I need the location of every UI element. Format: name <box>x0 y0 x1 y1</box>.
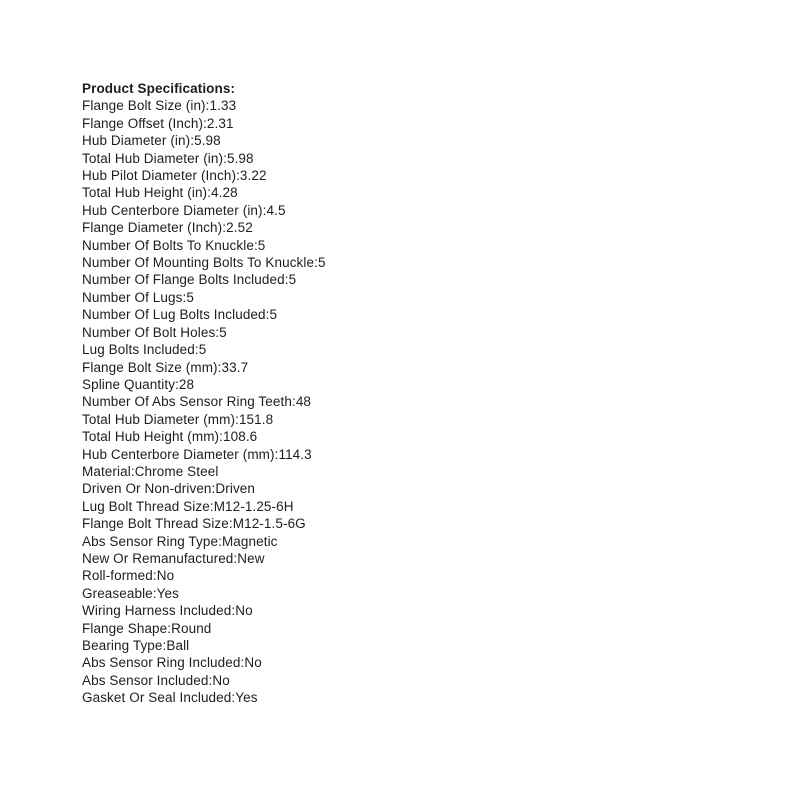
spec-line <box>82 254 722 271</box>
spec-label: Number Of Flange Bolts Included <box>82 272 285 288</box>
spec-label: Number Of Bolt Holes <box>82 324 216 340</box>
spec-line <box>82 515 722 532</box>
spec-separator: : <box>162 638 167 653</box>
spec-separator: : <box>231 603 236 619</box>
spec-value: 5 <box>288 272 297 288</box>
spec-value: No <box>244 655 262 671</box>
spec-separator: : <box>215 324 220 340</box>
spec-line <box>82 150 722 167</box>
spec-label: New Or Remanufactured <box>82 550 234 566</box>
spec-line <box>82 498 722 515</box>
spec-separator: : <box>314 255 318 271</box>
spec-label: Hub Diameter (in) <box>82 133 191 149</box>
spec-separator: : <box>236 168 240 184</box>
page-title: Product Specifications: <box>82 81 236 96</box>
spec-line <box>82 654 722 671</box>
spec-list <box>82 97 722 706</box>
spec-value: 4.5 <box>266 202 286 218</box>
spec-label: Hub Pilot Diameter (Inch) <box>82 168 237 184</box>
spec-line <box>82 567 722 584</box>
spec-separator: : <box>203 115 207 131</box>
spec-label: Lug Bolt Thread Size <box>82 498 210 514</box>
spec-label: Flange Bolt Thread Size <box>82 516 229 532</box>
spec-label: Flange Bolt Size (mm) <box>82 359 218 375</box>
spec-value: Driven <box>215 481 256 497</box>
spec-line <box>82 271 722 288</box>
spec-value: M12-1.25-6H <box>213 498 294 514</box>
spec-label: Material <box>82 463 131 479</box>
spec-value: 4.28 <box>211 185 238 201</box>
spec-line <box>82 602 722 619</box>
spec-label: Spline Quantity <box>82 376 176 392</box>
spec-separator: : <box>190 133 195 149</box>
spec-label: Roll-formed <box>82 568 153 584</box>
spec-separator: : <box>175 376 179 392</box>
spec-separator: : <box>209 498 214 514</box>
spec-label: Wiring Harness Included <box>82 603 232 619</box>
spec-line <box>82 115 722 132</box>
spec-line <box>82 428 722 445</box>
spec-label: Driven Or Non-driven <box>82 481 212 497</box>
spec-separator: : <box>218 533 222 549</box>
spec-value: 33.7 <box>221 359 249 375</box>
spec-line <box>82 411 722 428</box>
spec-separator: : <box>222 220 227 236</box>
spec-value: 151.8 <box>238 411 274 427</box>
spec-line <box>82 463 722 480</box>
spec-label: Abs Sensor Ring Included <box>82 655 241 671</box>
spec-label: Lug Bolts Included <box>82 342 195 358</box>
spec-separator: : <box>240 655 245 671</box>
spec-value: 5 <box>198 342 207 358</box>
spec-label: Total Hub Diameter (mm) <box>82 411 236 427</box>
spec-line <box>82 219 722 236</box>
spec-label: Gasket Or Seal Included <box>82 690 232 706</box>
spec-value: 5 <box>219 324 227 340</box>
spec-line <box>82 620 722 637</box>
spec-separator: : <box>211 481 216 497</box>
spec-label: Abs Sensor Ring Type <box>82 533 219 549</box>
spec-separator: : <box>262 202 267 218</box>
spec-line <box>82 689 722 706</box>
spec-value: 2.31 <box>206 115 234 131</box>
spec-label: Total Hub Diameter (in) <box>82 150 224 166</box>
spec-line <box>82 132 722 149</box>
spec-line <box>82 637 722 654</box>
spec-separator: : <box>167 620 172 636</box>
spec-value: Ball <box>166 638 190 653</box>
spec-separator: : <box>130 463 135 479</box>
spec-separator: : <box>219 429 223 445</box>
spec-line <box>82 306 722 323</box>
spec-value: Round <box>171 620 212 636</box>
spec-line <box>82 533 722 550</box>
spec-line <box>82 446 722 463</box>
spec-value: No <box>156 568 175 584</box>
spec-value: 3.22 <box>239 168 267 184</box>
spec-value: 108.6 <box>223 429 258 445</box>
spec-separator: : <box>223 150 227 166</box>
product-spec-sheet <box>82 80 722 707</box>
spec-line <box>82 393 722 410</box>
spec-value: 1.33 <box>209 98 237 114</box>
spec-separator: : <box>235 411 239 427</box>
spec-label: Number Of Abs Sensor Ring Teeth <box>82 394 292 410</box>
spec-line <box>82 167 722 184</box>
spec-value: Chrome Steel <box>134 463 219 479</box>
spec-line <box>82 376 722 393</box>
spec-value: M12-1.5-6G <box>232 516 306 532</box>
spec-line <box>82 202 722 219</box>
spec-label: Flange Diameter (Inch) <box>82 220 223 236</box>
spec-label: Number Of Lugs <box>82 289 183 305</box>
spec-line <box>82 550 722 567</box>
spec-label: Bearing Type <box>82 638 163 653</box>
spec-separator: : <box>194 342 199 358</box>
spec-value: 2.52 <box>226 220 253 236</box>
spec-line <box>82 237 722 254</box>
spec-separator: : <box>152 585 157 601</box>
spec-line <box>82 359 722 376</box>
spec-separator: : <box>182 289 187 305</box>
spec-separator: : <box>207 185 212 201</box>
spec-separator: : <box>208 672 213 688</box>
spec-label: Flange Offset (Inch) <box>82 115 204 131</box>
spec-value: 5 <box>269 307 278 323</box>
spec-separator: : <box>291 394 296 410</box>
spec-line <box>82 97 722 114</box>
spec-separator: : <box>152 568 157 584</box>
spec-line <box>82 324 722 341</box>
spec-line <box>82 184 722 201</box>
spec-value: No <box>235 603 253 619</box>
spec-separator: : <box>228 516 233 532</box>
spec-label: Number Of Bolts To Knuckle <box>82 237 254 253</box>
spec-value: Yes <box>235 690 258 706</box>
spec-separator: : <box>265 307 270 323</box>
spec-value: 5.98 <box>194 133 221 149</box>
spec-label: Abs Sensor Included <box>82 672 209 688</box>
spec-label: Number Of Mounting Bolts To Knuckle <box>82 255 315 271</box>
spec-label: Number Of Lug Bolts Included <box>82 307 266 323</box>
spec-value: Yes <box>156 585 179 601</box>
spec-line <box>82 585 722 602</box>
spec-separator: : <box>205 98 210 114</box>
spec-line <box>82 672 722 689</box>
spec-value: 5.98 <box>226 150 254 166</box>
spec-line <box>82 341 722 358</box>
spec-value: 28 <box>178 376 195 392</box>
spec-label: Flange Shape <box>82 620 168 636</box>
spec-line <box>82 289 722 306</box>
spec-label: Greaseable <box>82 585 153 601</box>
spec-value: 114.3 <box>278 446 312 462</box>
spec-separator: : <box>231 690 236 706</box>
spec-label: Total Hub Height (in) <box>82 185 208 201</box>
spec-label: Hub Centerbore Diameter (mm) <box>82 446 275 462</box>
spec-separator: : <box>253 237 258 253</box>
spec-value: 5 <box>317 255 326 271</box>
spec-value: 5 <box>186 289 194 305</box>
spec-label: Hub Centerbore Diameter (in) <box>82 202 263 218</box>
spec-value: 5 <box>257 237 266 253</box>
spec-value: New <box>237 550 265 566</box>
spec-value: 48 <box>295 394 312 410</box>
spec-separator: : <box>233 550 238 566</box>
spec-label: Total Hub Height (mm) <box>82 429 220 445</box>
spec-separator: : <box>217 359 222 375</box>
spec-separator: : <box>274 446 279 462</box>
spec-value: Magnetic <box>221 533 278 549</box>
spec-value: No <box>212 672 230 688</box>
spec-line <box>82 480 722 497</box>
spec-label: Flange Bolt Size (in) <box>82 98 206 114</box>
spec-separator: : <box>284 272 289 288</box>
